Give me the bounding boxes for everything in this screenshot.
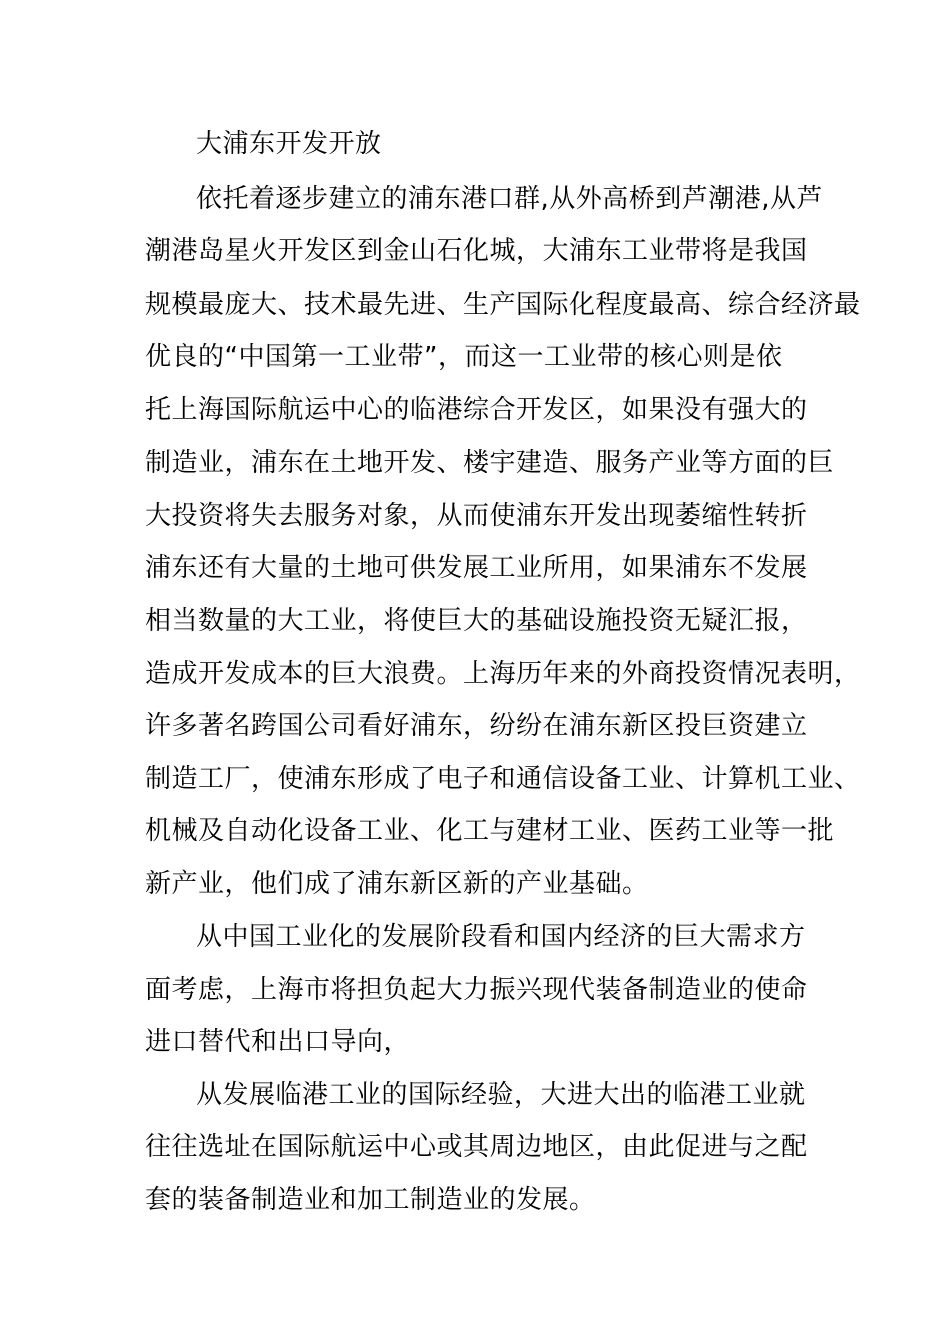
paragraph-line: 套的装备制造业和加工制造业的发展。: [145, 1185, 596, 1215]
paragraph-line: 许多著名跨国公司看好浦东，纷纷在浦东新区投巨资建立: [145, 711, 808, 741]
paragraph-line: 进口替代和出口导向，: [145, 1027, 411, 1057]
paragraph-line: 依托着逐步建立的浦东港口群,从外高桥到芦潮港,从芦: [196, 184, 824, 214]
paragraph-line: 从发展临港工业的国际经验，大进大出的临港工业就: [196, 1080, 806, 1110]
paragraph-line: 制造工厂，使浦东形成了电子和通信设备工业、计算机工业、: [145, 764, 861, 794]
paragraph-line: 新产业，他们成了浦东新区新的产业基础。: [145, 869, 649, 899]
paragraph-line: 制造业，浦东在土地开发、楼宇建造、服务产业等方面的巨: [145, 448, 835, 478]
paragraph-line: 托上海国际航运中心的临港综合开发区，如果没有强大的: [145, 395, 808, 425]
paragraph-line: 从中国工业化的发展阶段看和国内经济的巨大需求方: [196, 922, 806, 952]
paragraph-line: 机械及自动化设备工业、化工与建材工业、医药工业等一批: [145, 816, 835, 846]
paragraph-line: 相当数量的大工业，将使巨大的基础设施投资无疑汇报，: [145, 606, 808, 636]
paragraph-line: 造成开发成本的巨大浪费。上海历年来的外商投资情况表明，: [145, 659, 861, 689]
paragraph-line: 规模最庞大、技术最先进、生产国际化程度最高、综合经济最: [145, 290, 861, 320]
document-title: 大浦东开发开放: [196, 129, 382, 159]
paragraph-line: 优良的“中国第一工业带”，而这一工业带的核心则是依: [145, 342, 783, 372]
paragraph-line: 大投资将失去服务对象，从而使浦东开发出现萎缩性转折: [145, 501, 808, 531]
paragraph-line: 往往选址在国际航运中心或其周边地区，由此促进与之配: [145, 1132, 808, 1162]
paragraph-line: 面考虑，上海市将担负起大力振兴现代装备制造业的使命: [145, 975, 808, 1005]
paragraph-line: 潮港岛星火开发区到金山石化城，大浦东工业带将是我国: [145, 236, 808, 266]
paragraph-line: 浦东还有大量的土地可供发展工业所用，如果浦东不发展: [145, 553, 808, 583]
